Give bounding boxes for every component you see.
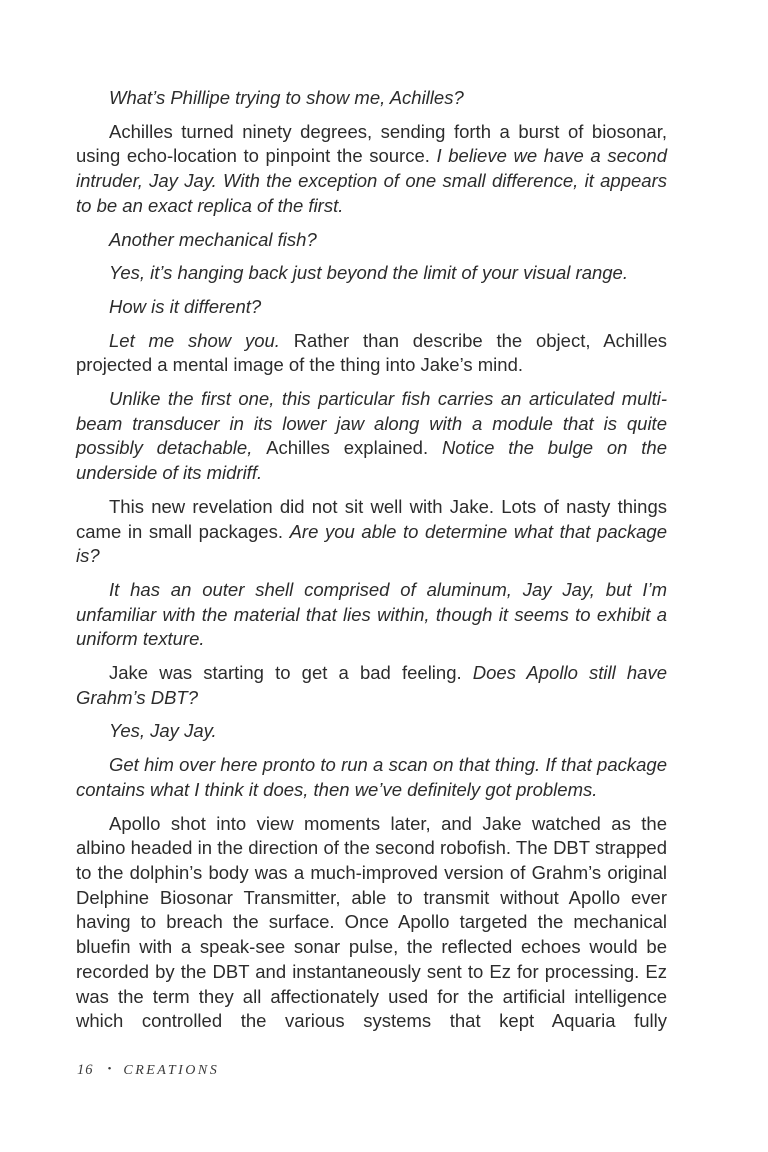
text-run: Does Apollo still have Grahm’s DBT? xyxy=(76,662,667,708)
text-block xyxy=(76,86,667,1043)
page-number: 16 xyxy=(77,1062,94,1078)
paragraph xyxy=(76,753,667,802)
paragraph xyxy=(76,578,667,652)
text-run: Yes, it’s hanging back just beyond the limit of your visual range. xyxy=(109,262,628,284)
page-footer xyxy=(77,1062,219,1079)
paragraph xyxy=(76,387,667,486)
book-title: CREATIONS xyxy=(123,1063,220,1078)
paragraph xyxy=(76,86,667,111)
footer-separator-dot: • xyxy=(107,1063,112,1075)
paragraph xyxy=(76,295,667,320)
text-run: How is it different? xyxy=(109,295,262,317)
text-run: What’s Phillipe trying to show me, Achilles? xyxy=(109,87,464,108)
text-run: Achilles explained. xyxy=(266,437,442,459)
paragraph xyxy=(76,495,667,569)
paragraph xyxy=(76,719,667,744)
text-run: Unlike the first one, this particular fish carries an articulated multi-beam transducer in its lower jaw along with a module that is quite possibly detachable, xyxy=(76,388,667,459)
text-run: It has an outer shell comprised of aluminum, Jay Jay, but I’m unfamiliar with the material that lies within, though it seems to exhibit a uniform texture. xyxy=(76,578,667,650)
paragraph xyxy=(76,228,667,253)
text-run: Are you able to determine what that package is? xyxy=(76,520,667,567)
paragraph xyxy=(76,120,667,219)
text-run: Notice the bulge on the underside of its midriff. xyxy=(76,437,667,484)
text-run: Achilles turned ninety degrees, sending forth a burst of biosonar, using echo-location to pinpoint the source. xyxy=(76,120,667,167)
paragraph xyxy=(76,261,667,286)
text-run: Get him over here pronto to run a scan on that thing. If that package contains what I think it does, then we’ve definitely got problems. xyxy=(76,754,667,800)
paragraph xyxy=(76,329,667,378)
paragraph xyxy=(76,661,667,710)
paragraph xyxy=(76,812,667,1034)
text-run: Rather than describe the object, Achilles projected a mental image of the thing into Jake’s mind. xyxy=(76,329,667,376)
text-run: Let me show you. xyxy=(109,329,294,351)
text-run: Apollo shot into view moments later, and Jake watched as the albino headed in the direction of the second robofish. The DBT strapped to the dolphin’s body was a much-improved version of Grahm’s original Delphine Biosonar Transmitter, able to transmit without Apollo ever having to breach the surface. Once Apollo targeted the mechanical bluefin with a speak-see sonar pulse, the reflected echoes would be recorded by the DBT and instantaneously sent to Ez for processing. Ez was the term they all affectionately used for the artificial intelligence which controlled the various systems that kept Aquaria fully xyxy=(76,812,667,1032)
text-run: I believe we have a second intruder, Jay Jay. With the exception of one small difference, it appears to be an exact replica of the first. xyxy=(76,145,667,216)
text-run: This new revelation did not sit well with Jake. Lots of nasty things came in small packages. xyxy=(76,495,667,542)
text-run: Yes, Jay Jay. xyxy=(109,720,217,742)
text-run: Another mechanical fish? xyxy=(109,228,317,250)
text-run: Jake was starting to get a bad feeling. xyxy=(109,662,473,684)
